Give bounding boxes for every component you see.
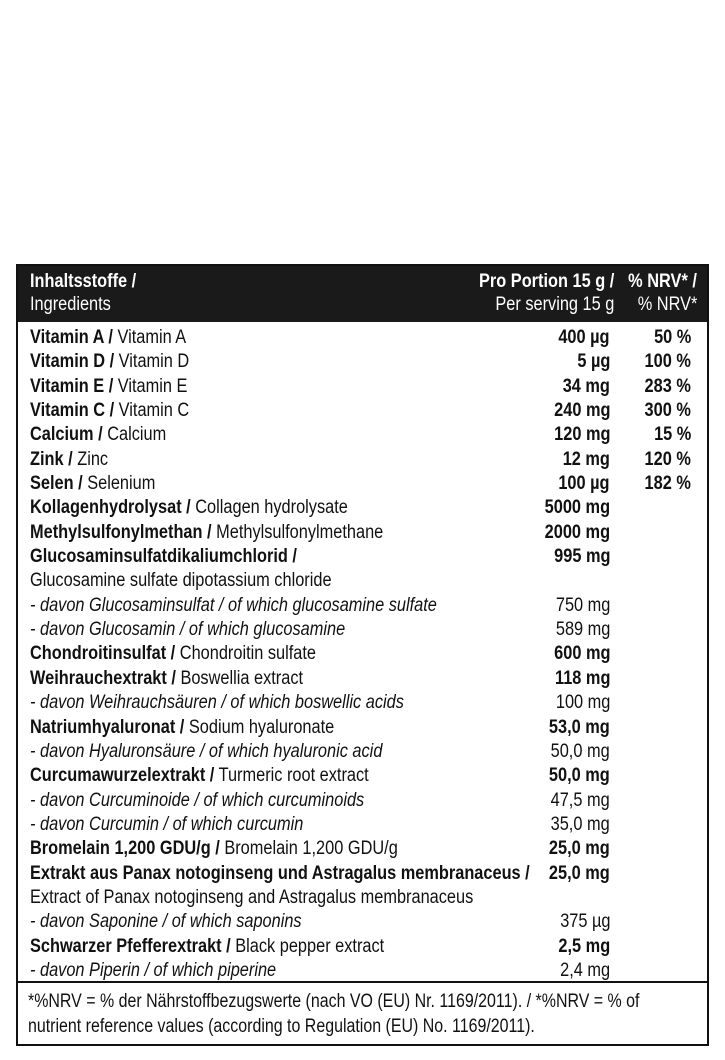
table-row <box>18 716 707 740</box>
ingredient-name <box>30 764 369 788</box>
sub-ingredient-label: - davon Curcumin / of which curcumin <box>30 813 304 835</box>
ingredient-name <box>30 399 189 423</box>
amount-value: 2000 mg <box>544 521 610 543</box>
amount-value: 100 mg <box>555 692 610 714</box>
ingredient-name-en: Bromelain 1,200 GDU/g <box>219 838 398 860</box>
ingredient-name <box>30 618 345 642</box>
ingredient-rows <box>18 326 707 983</box>
amount-value: 995 mg <box>553 546 610 568</box>
ingredient-name <box>30 886 473 910</box>
nrv-value: 50 % <box>653 327 691 348</box>
amount-value: 47,5 mg <box>550 789 610 811</box>
amount-value: 50,0 mg <box>549 765 610 787</box>
amount-value: 2,4 mg <box>560 959 610 981</box>
ingredient-name-en: Vitamin A <box>112 327 187 348</box>
sub-ingredient-label: - davon Curcuminoide / of which curcuminoids <box>30 789 365 811</box>
ingredient-name-de: Vitamin A / <box>30 327 113 348</box>
table-row <box>18 496 707 520</box>
ingredient-name-en: Chondroitin sulfate <box>175 643 317 665</box>
nrv-value: 300 % <box>644 400 691 422</box>
ingredient-name <box>30 789 364 813</box>
sub-ingredient-label: - davon Hyaluronsäure / of which hyaluronic acid <box>30 740 383 762</box>
ingredient-name <box>30 813 303 837</box>
table-row <box>18 813 707 837</box>
sub-ingredient-label: - davon Glucosamin / of which glucosamine <box>30 619 346 641</box>
amount-value: 53,0 mg <box>549 716 610 738</box>
ingredient-name-de: Bromelain 1,200 GDU/g / <box>30 838 220 860</box>
ingredient-name <box>30 935 384 959</box>
table-row <box>18 594 707 618</box>
ingredient-name-en: Extract of Panax notoginseng and Astragalus membranaceus <box>30 886 474 908</box>
nrv-value: 120 % <box>644 448 691 470</box>
ingredient-name <box>30 910 302 934</box>
amount-value: 240 mg <box>553 400 610 422</box>
ingredient-name-de: Vitamin E / <box>30 375 114 397</box>
ingredient-name-de: Vitamin C / <box>30 400 115 422</box>
ingredient-name-en: Selenium <box>82 473 156 495</box>
ingredient-name-de: Schwarzer Pfefferextrakt / <box>30 935 231 957</box>
ingredient-name-en: Vitamin D <box>114 351 190 373</box>
ingredient-name-en: Black pepper extract <box>230 935 385 957</box>
table-row <box>18 667 707 691</box>
nrv-value: 182 % <box>644 473 691 495</box>
amount-value: 50,0 mg <box>550 740 610 762</box>
table-row <box>18 959 707 983</box>
ingredient-name <box>30 569 332 593</box>
table-row <box>18 399 707 423</box>
ingredient-name-en: Turmeric root extract <box>214 765 369 787</box>
sub-ingredient-label: - davon Glucosaminsulfat / of which glucosamine sulfate <box>30 594 437 616</box>
table-row <box>18 569 707 593</box>
ingredient-name <box>30 326 186 350</box>
table-row <box>18 789 707 813</box>
table-row <box>18 375 707 399</box>
table-row <box>18 448 707 472</box>
ingredient-name-en: Collagen hydrolysate <box>190 497 348 519</box>
amount-value: 5 µg <box>576 351 610 373</box>
table-row <box>18 862 707 886</box>
table-row <box>18 423 707 447</box>
amount-value: 34 mg <box>562 375 610 397</box>
amount-value: 2,5 mg <box>558 935 610 957</box>
footnote <box>18 981 707 1037</box>
ingredient-name-en: Zinc <box>72 448 109 470</box>
amount-value: 120 mg <box>553 424 610 446</box>
ingredient-name-de: Calcium / <box>30 424 103 446</box>
table-row <box>18 886 707 910</box>
ingredient-name-en: Sodium hyaluronate <box>184 716 335 738</box>
ingredients-header-en: Ingredients <box>30 294 111 315</box>
table-row <box>18 350 707 374</box>
amount-value: 100 µg <box>558 473 610 495</box>
table-row <box>18 740 707 764</box>
sub-ingredient-label: - davon Piperin / of which piperine <box>30 959 277 981</box>
ingredient-name <box>30 472 155 496</box>
amount-value: 25,0 mg <box>549 838 610 860</box>
nrv-header-en: % NRV* <box>637 294 697 315</box>
ingredient-name-en: Glucosamine sulfate dipotassium chloride <box>30 570 332 592</box>
amount-value: 25,0 mg <box>549 862 610 884</box>
amount-value: 5000 mg <box>544 497 610 519</box>
serving-header-en: Per serving 15 g <box>495 294 614 315</box>
ingredients-header-de: Inhaltsstoffe / <box>30 271 137 292</box>
ingredient-name <box>30 496 348 520</box>
ingredient-name <box>30 642 316 666</box>
ingredient-name-en: Boswellia extract <box>175 667 304 689</box>
ingredient-name-de: Selen / <box>30 473 83 495</box>
ingredient-name-en: Vitamin E <box>113 375 188 397</box>
table-row <box>18 618 707 642</box>
nrv-value: 15 % <box>653 424 691 446</box>
nutrition-table <box>16 264 709 1046</box>
ingredient-name <box>30 837 398 861</box>
amount-value: 600 mg <box>553 643 610 665</box>
ingredient-name <box>30 375 187 399</box>
sub-ingredient-label: - davon Weihrauchsäuren / of which boswellic acids <box>30 692 404 714</box>
serving-header-de: Pro Portion 15 g / <box>478 271 614 292</box>
nrv-value: 100 % <box>644 351 691 373</box>
ingredient-name-de: Glucosaminsulfatdikaliumchlorid / <box>30 546 297 568</box>
table-row <box>18 837 707 861</box>
ingredient-name-de: Curcumawurzelextrakt / <box>30 765 215 787</box>
ingredient-name <box>30 448 108 472</box>
footnote-line-1: *%NRV = % der Nährstoffbezugswerte (nach VO (EU) Nr. 1169/2011). / *%NRV = % of <box>28 991 640 1012</box>
ingredient-name-de: Vitamin D / <box>30 351 115 373</box>
ingredient-name-de: Kollagenhydrolysat / <box>30 497 191 519</box>
ingredient-name-en: Methylsulfonylmethane <box>211 521 384 543</box>
table-row <box>18 642 707 666</box>
ingredient-name <box>30 740 382 764</box>
ingredient-name <box>30 691 404 715</box>
ingredient-name-de: Natriumhyaluronat / <box>30 716 185 738</box>
table-row <box>18 472 707 496</box>
table-row <box>18 326 707 350</box>
ingredient-name <box>30 959 276 983</box>
ingredient-name <box>30 667 303 691</box>
ingredient-name <box>30 350 189 374</box>
amount-value: 375 µg <box>559 911 610 933</box>
ingredient-name <box>30 521 383 545</box>
ingredient-name <box>30 594 437 618</box>
table-row <box>18 935 707 959</box>
amount-value: 589 mg <box>555 619 610 641</box>
nrv-value: 283 % <box>644 375 691 397</box>
amount-value: 35,0 mg <box>550 813 610 835</box>
amount-value: 750 mg <box>555 594 610 616</box>
amount-value: 400 µg <box>558 327 610 348</box>
table-row <box>18 691 707 715</box>
ingredient-name-de: Weihrauchextrakt / <box>30 667 176 689</box>
table-row <box>18 910 707 934</box>
table-header <box>18 266 707 322</box>
ingredient-name <box>30 862 530 886</box>
amount-value: 12 mg <box>562 448 610 470</box>
ingredient-name-de: Extrakt aus Panax notoginseng und Astragalus membranaceus / <box>30 862 530 884</box>
ingredient-name <box>30 545 297 569</box>
footnote-line-2: nutrient reference values (according to Regulation (EU) No. 1169/2011). <box>28 1016 535 1037</box>
table-row <box>18 764 707 788</box>
amount-value: 118 mg <box>554 667 610 689</box>
ingredient-name-de: Methylsulfonylmethan / <box>30 521 212 543</box>
ingredient-name-en: Vitamin C <box>114 400 190 422</box>
ingredient-name <box>30 716 334 740</box>
sub-ingredient-label: - davon Saponine / of which saponins <box>30 911 302 933</box>
ingredient-name <box>30 423 166 447</box>
nrv-header-de: % NRV* / <box>628 271 697 292</box>
ingredient-name-de: Chondroitinsulfat / <box>30 643 176 665</box>
ingredient-name-de: Zink / <box>30 448 73 470</box>
ingredient-name-en: Calcium <box>102 424 167 446</box>
table-row <box>18 545 707 569</box>
table-row <box>18 521 707 545</box>
